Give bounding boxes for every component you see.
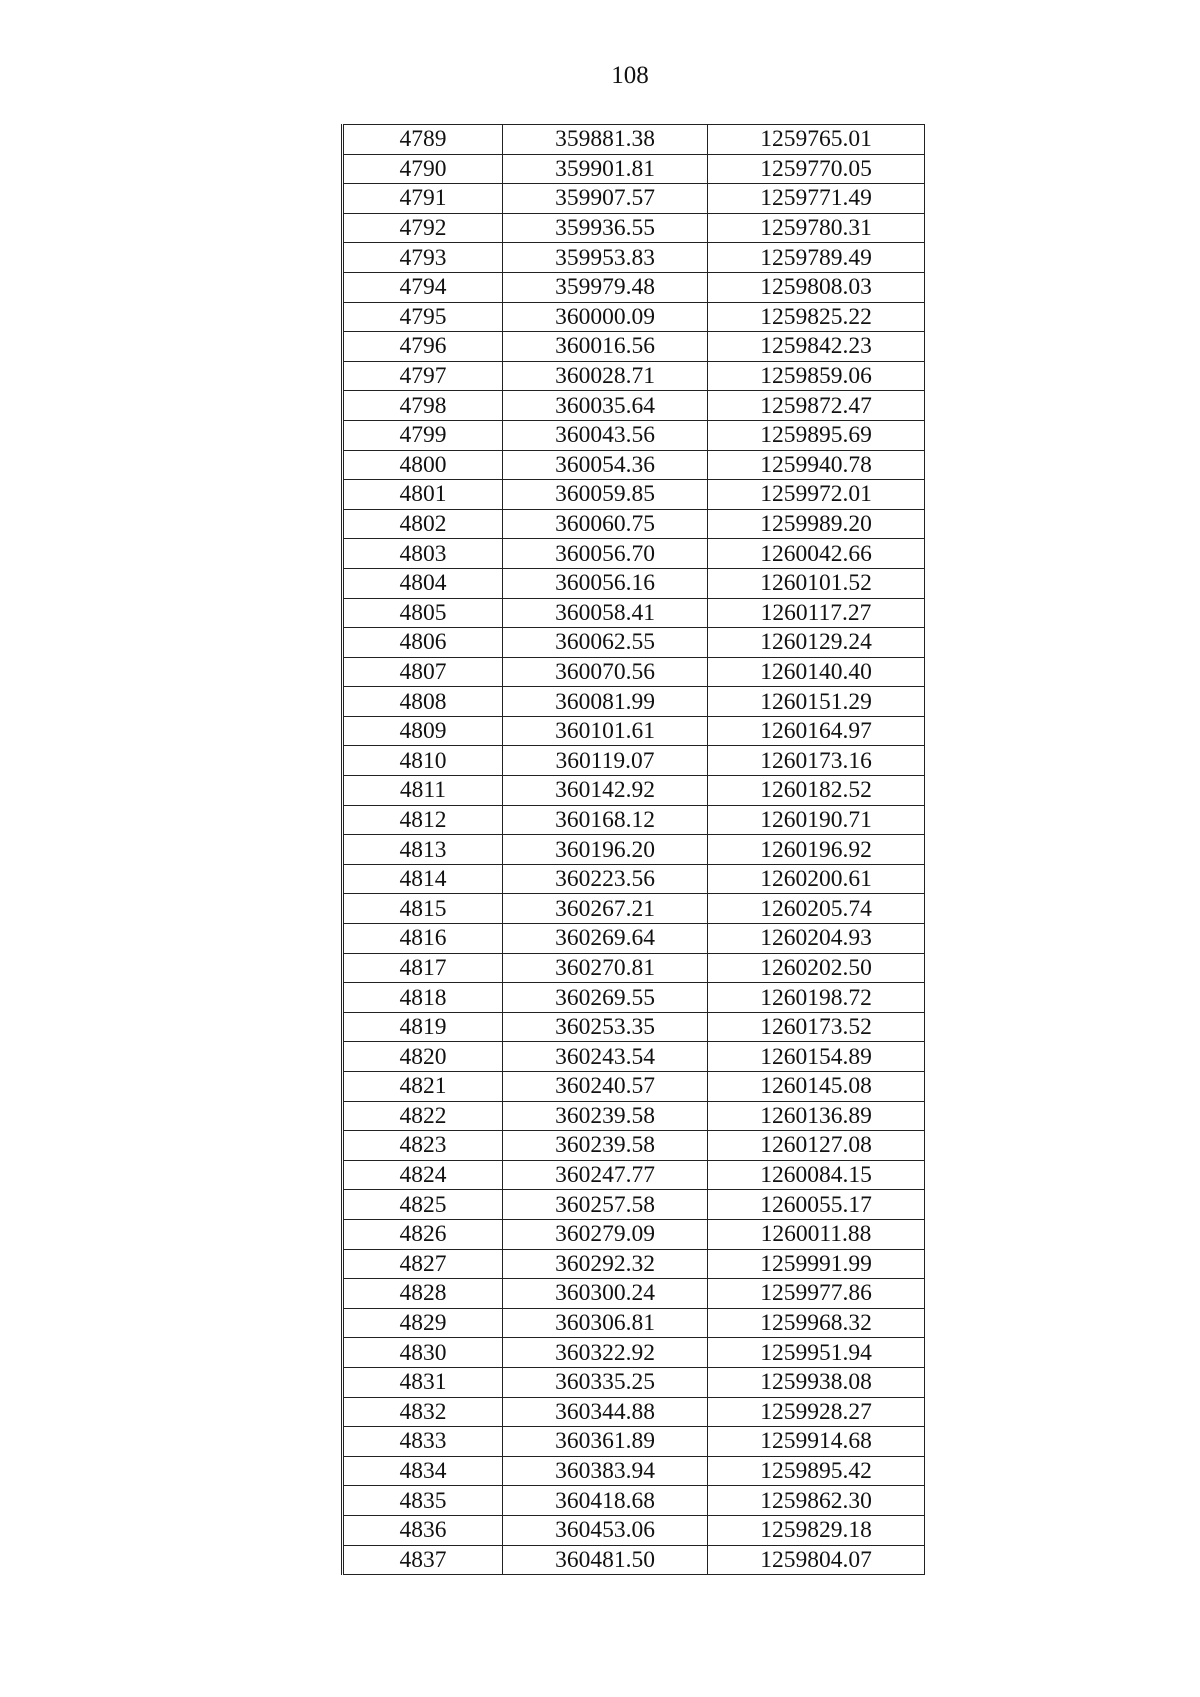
x-coordinate-cell: 360257.58 <box>503 1190 708 1220</box>
x-coordinate-cell: 360270.81 <box>503 953 708 983</box>
x-coordinate-cell: 360240.57 <box>503 1072 708 1102</box>
x-coordinate-cell: 359936.55 <box>503 213 708 243</box>
x-coordinate-cell: 360322.92 <box>503 1338 708 1368</box>
table-row <box>343 776 925 806</box>
x-coordinate-cell: 360043.56 <box>503 420 708 450</box>
point-number-cell: 4805 <box>343 598 503 628</box>
point-number-cell: 4833 <box>343 1427 503 1457</box>
y-coordinate-cell: 1260196.92 <box>708 835 925 865</box>
coordinates-table-body <box>343 125 925 1575</box>
x-coordinate-cell: 360054.36 <box>503 450 708 480</box>
x-coordinate-cell: 360101.61 <box>503 716 708 746</box>
table-row <box>343 1427 925 1457</box>
y-coordinate-cell: 1259765.01 <box>708 125 925 155</box>
point-number-cell: 4809 <box>343 716 503 746</box>
table-row <box>343 125 925 155</box>
point-number-cell: 4795 <box>343 302 503 332</box>
point-number-cell: 4822 <box>343 1101 503 1131</box>
point-number-cell: 4792 <box>343 213 503 243</box>
table-row <box>343 628 925 658</box>
point-number-cell: 4832 <box>343 1397 503 1427</box>
table-row <box>343 1338 925 1368</box>
y-coordinate-cell: 1260084.15 <box>708 1160 925 1190</box>
point-number-cell: 4808 <box>343 687 503 717</box>
point-number-cell: 4827 <box>343 1249 503 1279</box>
table-row <box>343 154 925 184</box>
table-row <box>343 598 925 628</box>
point-number-cell: 4814 <box>343 864 503 894</box>
y-coordinate-cell: 1259938.08 <box>708 1367 925 1397</box>
point-number-cell: 4826 <box>343 1219 503 1249</box>
table-row <box>343 391 925 421</box>
table-row <box>343 1190 925 1220</box>
table-row <box>343 1042 925 1072</box>
y-coordinate-cell: 1259780.31 <box>708 213 925 243</box>
y-coordinate-cell: 1260200.61 <box>708 864 925 894</box>
point-number-cell: 4802 <box>343 509 503 539</box>
y-coordinate-cell: 1260198.72 <box>708 983 925 1013</box>
x-coordinate-cell: 360306.81 <box>503 1308 708 1338</box>
x-coordinate-cell: 360196.20 <box>503 835 708 865</box>
y-coordinate-cell: 1259789.49 <box>708 243 925 273</box>
x-coordinate-cell: 360344.88 <box>503 1397 708 1427</box>
y-coordinate-cell: 1259825.22 <box>708 302 925 332</box>
point-number-cell: 4797 <box>343 361 503 391</box>
y-coordinate-cell: 1260145.08 <box>708 1072 925 1102</box>
x-coordinate-cell: 360016.56 <box>503 332 708 362</box>
point-number-cell: 4828 <box>343 1279 503 1309</box>
x-coordinate-cell: 360223.56 <box>503 864 708 894</box>
point-number-cell: 4804 <box>343 568 503 598</box>
table-row <box>343 1486 925 1516</box>
table-row <box>343 243 925 273</box>
y-coordinate-cell: 1259989.20 <box>708 509 925 539</box>
table-row <box>343 1012 925 1042</box>
table-row <box>343 539 925 569</box>
y-coordinate-cell: 1259928.27 <box>708 1397 925 1427</box>
y-coordinate-cell: 1259951.94 <box>708 1338 925 1368</box>
point-number-cell: 4793 <box>343 243 503 273</box>
point-number-cell: 4819 <box>343 1012 503 1042</box>
table-row <box>343 272 925 302</box>
y-coordinate-cell: 1260136.89 <box>708 1101 925 1131</box>
x-coordinate-cell: 360481.50 <box>503 1545 708 1575</box>
point-number-cell: 4824 <box>343 1160 503 1190</box>
y-coordinate-cell: 1259862.30 <box>708 1486 925 1516</box>
y-coordinate-cell: 1259991.99 <box>708 1249 925 1279</box>
point-number-cell: 4791 <box>343 184 503 214</box>
point-number-cell: 4823 <box>343 1131 503 1161</box>
x-coordinate-cell: 360000.09 <box>503 302 708 332</box>
y-coordinate-cell: 1260151.29 <box>708 687 925 717</box>
table-row <box>343 332 925 362</box>
table-row <box>343 894 925 924</box>
point-number-cell: 4837 <box>343 1545 503 1575</box>
y-coordinate-cell: 1259972.01 <box>708 480 925 510</box>
table-row <box>343 1101 925 1131</box>
x-coordinate-cell: 360300.24 <box>503 1279 708 1309</box>
y-coordinate-cell: 1260154.89 <box>708 1042 925 1072</box>
point-number-cell: 4800 <box>343 450 503 480</box>
y-coordinate-cell: 1259968.32 <box>708 1308 925 1338</box>
x-coordinate-cell: 360059.85 <box>503 480 708 510</box>
x-coordinate-cell: 360035.64 <box>503 391 708 421</box>
table-row <box>343 1308 925 1338</box>
x-coordinate-cell: 359901.81 <box>503 154 708 184</box>
point-number-cell: 4798 <box>343 391 503 421</box>
point-number-cell: 4803 <box>343 539 503 569</box>
y-coordinate-cell: 1259872.47 <box>708 391 925 421</box>
y-coordinate-cell: 1260205.74 <box>708 894 925 924</box>
table-row <box>343 361 925 391</box>
table-row <box>343 184 925 214</box>
table-row <box>343 864 925 894</box>
table-row <box>343 1219 925 1249</box>
y-coordinate-cell: 1260140.40 <box>708 657 925 687</box>
point-number-cell: 4829 <box>343 1308 503 1338</box>
table-row <box>343 302 925 332</box>
x-coordinate-cell: 360267.21 <box>503 894 708 924</box>
point-number-cell: 4789 <box>343 125 503 155</box>
table-row <box>343 450 925 480</box>
y-coordinate-cell: 1259808.03 <box>708 272 925 302</box>
table-row <box>343 213 925 243</box>
point-number-cell: 4794 <box>343 272 503 302</box>
table-row <box>343 1279 925 1309</box>
table-row <box>343 805 925 835</box>
y-coordinate-cell: 1259895.42 <box>708 1456 925 1486</box>
y-coordinate-cell: 1260164.97 <box>708 716 925 746</box>
x-coordinate-cell: 360239.58 <box>503 1101 708 1131</box>
x-coordinate-cell: 360243.54 <box>503 1042 708 1072</box>
y-coordinate-cell: 1260127.08 <box>708 1131 925 1161</box>
y-coordinate-cell: 1259914.68 <box>708 1427 925 1457</box>
y-coordinate-cell: 1259771.49 <box>708 184 925 214</box>
table-row <box>343 983 925 1013</box>
x-coordinate-cell: 360335.25 <box>503 1367 708 1397</box>
coordinates-table <box>341 124 925 1575</box>
table-row <box>343 568 925 598</box>
y-coordinate-cell: 1259940.78 <box>708 450 925 480</box>
y-coordinate-cell: 1259770.05 <box>708 154 925 184</box>
y-coordinate-cell: 1260182.52 <box>708 776 925 806</box>
x-coordinate-cell: 360168.12 <box>503 805 708 835</box>
point-number-cell: 4810 <box>343 746 503 776</box>
table-row <box>343 480 925 510</box>
x-coordinate-cell: 360361.89 <box>503 1427 708 1457</box>
table-row <box>343 1249 925 1279</box>
x-coordinate-cell: 359907.57 <box>503 184 708 214</box>
y-coordinate-cell: 1259895.69 <box>708 420 925 450</box>
x-coordinate-cell: 360383.94 <box>503 1456 708 1486</box>
x-coordinate-cell: 359881.38 <box>503 125 708 155</box>
point-number-cell: 4817 <box>343 953 503 983</box>
table-row <box>343 509 925 539</box>
point-number-cell: 4821 <box>343 1072 503 1102</box>
table-row <box>343 1397 925 1427</box>
x-coordinate-cell: 360453.06 <box>503 1515 708 1545</box>
y-coordinate-cell: 1260011.88 <box>708 1219 925 1249</box>
x-coordinate-cell: 360292.32 <box>503 1249 708 1279</box>
table-row <box>343 1160 925 1190</box>
table-row <box>343 657 925 687</box>
x-coordinate-cell: 360070.56 <box>503 657 708 687</box>
point-number-cell: 4836 <box>343 1515 503 1545</box>
table-row <box>343 746 925 776</box>
point-number-cell: 4815 <box>343 894 503 924</box>
point-number-cell: 4816 <box>343 924 503 954</box>
point-number-cell: 4831 <box>343 1367 503 1397</box>
x-coordinate-cell: 360239.58 <box>503 1131 708 1161</box>
y-coordinate-cell: 1260204.93 <box>708 924 925 954</box>
x-coordinate-cell: 360119.07 <box>503 746 708 776</box>
point-number-cell: 4811 <box>343 776 503 806</box>
x-coordinate-cell: 360028.71 <box>503 361 708 391</box>
table-row <box>343 1072 925 1102</box>
point-number-cell: 4834 <box>343 1456 503 1486</box>
point-number-cell: 4796 <box>343 332 503 362</box>
y-coordinate-cell: 1260117.27 <box>708 598 925 628</box>
y-coordinate-cell: 1260202.50 <box>708 953 925 983</box>
y-coordinate-cell: 1259804.07 <box>708 1545 925 1575</box>
point-number-cell: 4806 <box>343 628 503 658</box>
x-coordinate-cell: 360058.41 <box>503 598 708 628</box>
x-coordinate-cell: 360418.68 <box>503 1486 708 1516</box>
x-coordinate-cell: 360056.70 <box>503 539 708 569</box>
x-coordinate-cell: 360279.09 <box>503 1219 708 1249</box>
y-coordinate-cell: 1260042.66 <box>708 539 925 569</box>
point-number-cell: 4818 <box>343 983 503 1013</box>
point-number-cell: 4799 <box>343 420 503 450</box>
y-coordinate-cell: 1259977.86 <box>708 1279 925 1309</box>
x-coordinate-cell: 360269.55 <box>503 983 708 1013</box>
x-coordinate-cell: 360060.75 <box>503 509 708 539</box>
y-coordinate-cell: 1260101.52 <box>708 568 925 598</box>
table-row <box>343 953 925 983</box>
x-coordinate-cell: 359953.83 <box>503 243 708 273</box>
point-number-cell: 4812 <box>343 805 503 835</box>
x-coordinate-cell: 360081.99 <box>503 687 708 717</box>
table-row <box>343 687 925 717</box>
y-coordinate-cell: 1259859.06 <box>708 361 925 391</box>
point-number-cell: 4820 <box>343 1042 503 1072</box>
page-number: 108 <box>611 62 649 89</box>
y-coordinate-cell: 1260055.17 <box>708 1190 925 1220</box>
table-row <box>343 1545 925 1575</box>
x-coordinate-cell: 360269.64 <box>503 924 708 954</box>
table-row <box>343 835 925 865</box>
x-coordinate-cell: 360056.16 <box>503 568 708 598</box>
y-coordinate-cell: 1260190.71 <box>708 805 925 835</box>
y-coordinate-cell: 1260173.52 <box>708 1012 925 1042</box>
point-number-cell: 4801 <box>343 480 503 510</box>
table-row <box>343 1456 925 1486</box>
y-coordinate-cell: 1260129.24 <box>708 628 925 658</box>
point-number-cell: 4830 <box>343 1338 503 1368</box>
x-coordinate-cell: 359979.48 <box>503 272 708 302</box>
table-row <box>343 420 925 450</box>
point-number-cell: 4790 <box>343 154 503 184</box>
table-row <box>343 924 925 954</box>
point-number-cell: 4825 <box>343 1190 503 1220</box>
point-number-cell: 4835 <box>343 1486 503 1516</box>
x-coordinate-cell: 360062.55 <box>503 628 708 658</box>
x-coordinate-cell: 360253.35 <box>503 1012 708 1042</box>
point-number-cell: 4813 <box>343 835 503 865</box>
x-coordinate-cell: 360142.92 <box>503 776 708 806</box>
y-coordinate-cell: 1260173.16 <box>708 746 925 776</box>
table-row <box>343 1367 925 1397</box>
table-row <box>343 1515 925 1545</box>
y-coordinate-cell: 1259829.18 <box>708 1515 925 1545</box>
table-row <box>343 1131 925 1161</box>
point-number-cell: 4807 <box>343 657 503 687</box>
table-row <box>343 716 925 746</box>
x-coordinate-cell: 360247.77 <box>503 1160 708 1190</box>
y-coordinate-cell: 1259842.23 <box>708 332 925 362</box>
